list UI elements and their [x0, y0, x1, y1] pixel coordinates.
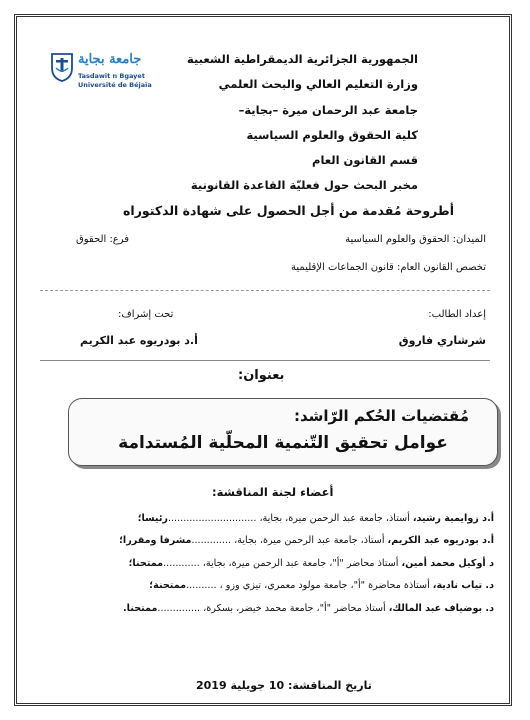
student-label: إعداد الطالب:: [428, 309, 486, 320]
republic-line: الجمهورية الجزائرية الديمقراطية الشعبية: [186, 52, 418, 66]
supervisor-name: أ.د بودريوه عبد الكريم: [80, 334, 198, 347]
jury-member: [119, 535, 494, 546]
separator-line-2: [40, 360, 490, 361]
jury-member: [149, 580, 494, 591]
faculty-line: كلية الحقوق والعلوم السياسية: [246, 128, 418, 142]
logo-arabic-name: جامعة بجاية: [78, 52, 142, 67]
ministry-line: وزارة التعليم العالي والبحث العلمي: [218, 77, 418, 91]
jury-member-name: د. تياب نادية،: [432, 580, 494, 591]
jury-member-name: د. بوضياف عبد المالك،: [388, 603, 494, 614]
jury-member-name: د أوكيل محمد أمين،: [401, 558, 494, 569]
jury-member-role: ممتحنة؛: [149, 580, 187, 591]
supervisor-label: تحت إشراف:: [118, 309, 174, 320]
jury-member-role: مشرفا ومقررا؛: [119, 535, 192, 546]
field-line: الميدان: الحقوق والعلوم السياسية: [345, 234, 486, 245]
jury-member-name: أ.د بودريوه عبد الكريم،: [387, 535, 494, 546]
jury-member: [123, 603, 494, 614]
logo-line-1: Tasdawit n Bgayet: [78, 72, 145, 80]
thesis-title-line-2: عوامل تحقيق التّنمية المحلّية المُستدامة: [118, 433, 448, 453]
jury-member-role: ممتحنا.: [123, 603, 158, 614]
jury-heading: أعضاء لجنة المناقشة:: [212, 485, 334, 499]
university-line: جامعة عبد الرحمان ميرة –بجاية–: [238, 103, 418, 117]
thesis-type: أطروحة مُقدمة من أجل الحصول على شهادة الدكتوراه: [123, 203, 454, 218]
title-intro: بعنوان:: [238, 368, 285, 383]
jury-member-details: أستاذ، جامعة عبد الرحمن ميرة، بجاية، .............................: [167, 513, 413, 524]
jury-member-role: ممتحنا؛: [128, 558, 164, 569]
university-emblem-icon: [50, 52, 74, 82]
jury-member: [138, 513, 494, 524]
lab-line: مخبر البحث حول فعليّة القاعدة القانونية: [190, 178, 418, 192]
jury-member-role: رئيسا؛: [137, 513, 168, 524]
jury-member-details: أستاذ محاضر "أ"، جامعة عبد الرحمن ميرة، بجاية، ............: [163, 558, 402, 569]
jury-member-name: أ.د زوايمية رشيد،: [412, 513, 494, 524]
logo-line-2: Université de Béjaïa: [78, 81, 152, 89]
department-line: قسم القانون العام: [312, 153, 418, 167]
university-logo: [50, 52, 150, 100]
defense-date: تاريخ المناقشة: 10 جويلية 2019: [196, 679, 372, 692]
jury-member-details: أستاذ محاضر "أ"، جامعة محمد خيضر، بسكرة، ..............: [157, 603, 389, 614]
jury-member-details: أستاذة محاضرة "أ"، جامعة مولود معمري، تيزي وزو ، ..........: [186, 580, 433, 591]
branch-line: فرع: الحقوق: [76, 234, 130, 245]
student-name: شرشاري فاروق: [398, 334, 486, 347]
specialty-line: تخصص القانون العام: قانون الجماعات الإقليمية: [291, 262, 486, 273]
separator-line: [40, 290, 490, 291]
jury-member: [129, 558, 494, 569]
thesis-title-line-1: مُقتضيات الحُكم الرّاشد:: [294, 407, 469, 425]
jury-member-details: أستاذ، جامعة عبد الرحمن ميرة، بجاية، .............: [191, 535, 388, 546]
thesis-title-box: [68, 398, 498, 466]
